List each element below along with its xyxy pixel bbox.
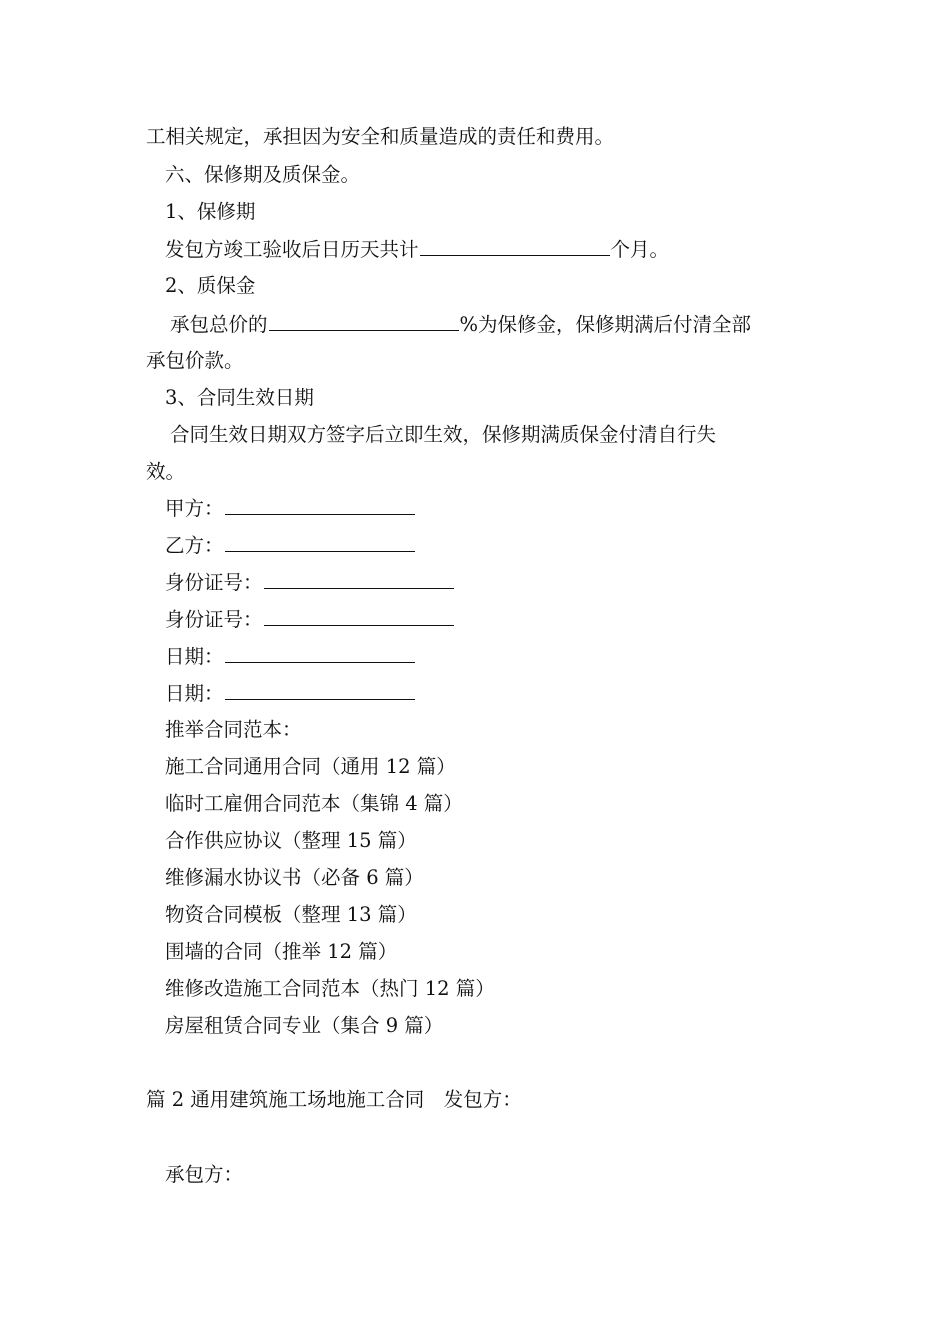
- contractor-label: 承包方：: [165, 1163, 244, 1186]
- text-line: 效。: [146, 460, 186, 483]
- warranty-period-text: 发包方竣工验收后日历天共计: [165, 238, 419, 261]
- recommend-heading: 推举合同范本：: [165, 718, 302, 741]
- signature-date-2: [165, 681, 416, 706]
- signature-party-a: [165, 496, 416, 521]
- text-line: 工相关规定，承担因为安全和质量造成的责任和费用。: [146, 125, 615, 148]
- warranty-period-unit: 个月。: [610, 238, 670, 261]
- party-b-blank[interactable]: [225, 533, 415, 552]
- date-blank[interactable]: [225, 644, 415, 663]
- id-blank[interactable]: [264, 570, 454, 589]
- recommend-link[interactable]: 维修改造施工合同范本（热门 12 篇）: [165, 977, 495, 1000]
- recommend-link[interactable]: 围墙的合同（推举 12 篇）: [165, 940, 398, 963]
- section-2-title: 篇 2 通用建筑施工场地施工合同 发包方：: [146, 1088, 522, 1111]
- subheading-effective-date: 3、合同生效日期: [165, 386, 314, 409]
- party-a-blank[interactable]: [225, 496, 415, 515]
- retention-percent-blank[interactable]: [269, 312, 459, 331]
- party-a-label: 甲方：: [165, 497, 224, 520]
- subheading-warranty-period: 1、保修期: [165, 200, 256, 223]
- date-label: 日期：: [165, 645, 224, 668]
- recommend-link[interactable]: 施工合同通用合同（通用 12 篇）: [165, 755, 456, 778]
- warranty-months-blank[interactable]: [420, 237, 610, 256]
- recommend-link[interactable]: 临时工雇佣合同范本（集锦 4 篇）: [165, 792, 463, 815]
- id-blank[interactable]: [264, 607, 454, 626]
- text-line: 承包价款。: [146, 349, 244, 372]
- id-label: 身份证号：: [165, 608, 263, 631]
- date-label: 日期：: [165, 682, 224, 705]
- warranty-period-line: [165, 237, 669, 262]
- signature-id-1: [165, 570, 455, 595]
- id-label: 身份证号：: [165, 571, 263, 594]
- signature-date-1: [165, 644, 416, 669]
- recommend-link[interactable]: 合作供应协议（整理 15 篇）: [165, 829, 417, 852]
- text-line: 合同生效日期双方签字后立即生效，保修期满质保金付清自行失: [170, 423, 717, 446]
- retention-line: [170, 312, 751, 337]
- signature-id-2: [165, 607, 455, 632]
- section-heading-warranty: 六、保修期及质保金。: [165, 163, 361, 186]
- retention-text-after: %为保修金，保修期满后付清全部: [459, 313, 752, 336]
- recommend-link[interactable]: 房屋租赁合同专业（集合 9 篇）: [165, 1014, 444, 1037]
- retention-text: 承包总价的: [170, 313, 268, 336]
- subheading-retention: 2、质保金: [165, 274, 256, 297]
- recommend-link[interactable]: 维修漏水协议书（必备 6 篇）: [165, 866, 424, 889]
- party-b-label: 乙方：: [165, 534, 224, 557]
- recommend-link[interactable]: 物资合同模板（整理 13 篇）: [165, 903, 417, 926]
- signature-party-b: [165, 533, 416, 558]
- date-blank[interactable]: [225, 681, 415, 700]
